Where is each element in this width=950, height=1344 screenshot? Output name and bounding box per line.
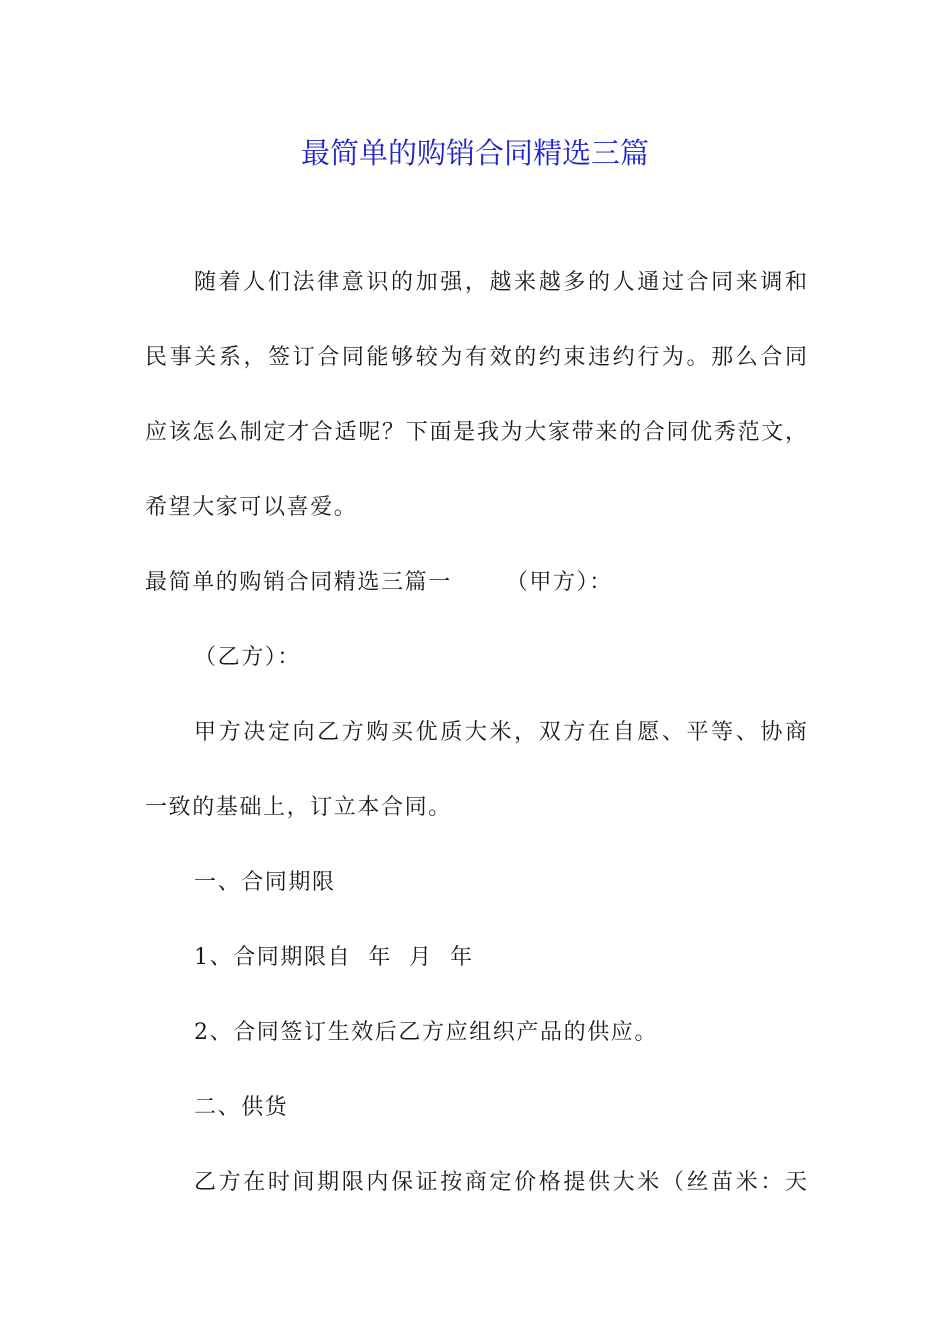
intro-line-4: 希望大家可以喜爱。 <box>145 495 358 520</box>
clause-2-title: 二、供货 <box>194 1095 289 1120</box>
clause-2-text: 乙方在时间期限内保证按商定价格提供大米（丝苗米：天 <box>194 1170 807 1195</box>
document-title: 最简单的购销合同精选三篇 <box>300 136 649 170</box>
section-heading-line <box>145 568 613 598</box>
decision-line-2: 一致的基础上，订立本合同。 <box>145 795 452 820</box>
section-heading: 最简单的购销合同精选三篇一 <box>145 570 452 595</box>
party-b-label: （乙方）： <box>194 645 302 670</box>
intro-line-2: 民事关系，签订合同能够较为有效的约束违约行为。那么合同 <box>145 345 807 370</box>
intro-line-1: 随着人们法律意识的加强，越来越多的人通过合同来调和 <box>194 270 807 295</box>
clause-1-item-1: 1、合同期限自 年 月 年 <box>194 945 474 970</box>
clause-1-title: 一、合同期限 <box>194 870 336 895</box>
party-a-label: （甲方）： <box>505 570 613 595</box>
decision-line-1: 甲方决定向乙方购买优质大米，双方在自愿、平等、协商 <box>194 720 807 745</box>
clause-1-item-2: 2、合同签订生效后乙方应组织产品的供应。 <box>194 1020 658 1045</box>
intro-line-3: 应该怎么制定才合适呢？下面是我为大家带来的合同优秀范文， <box>145 420 807 445</box>
